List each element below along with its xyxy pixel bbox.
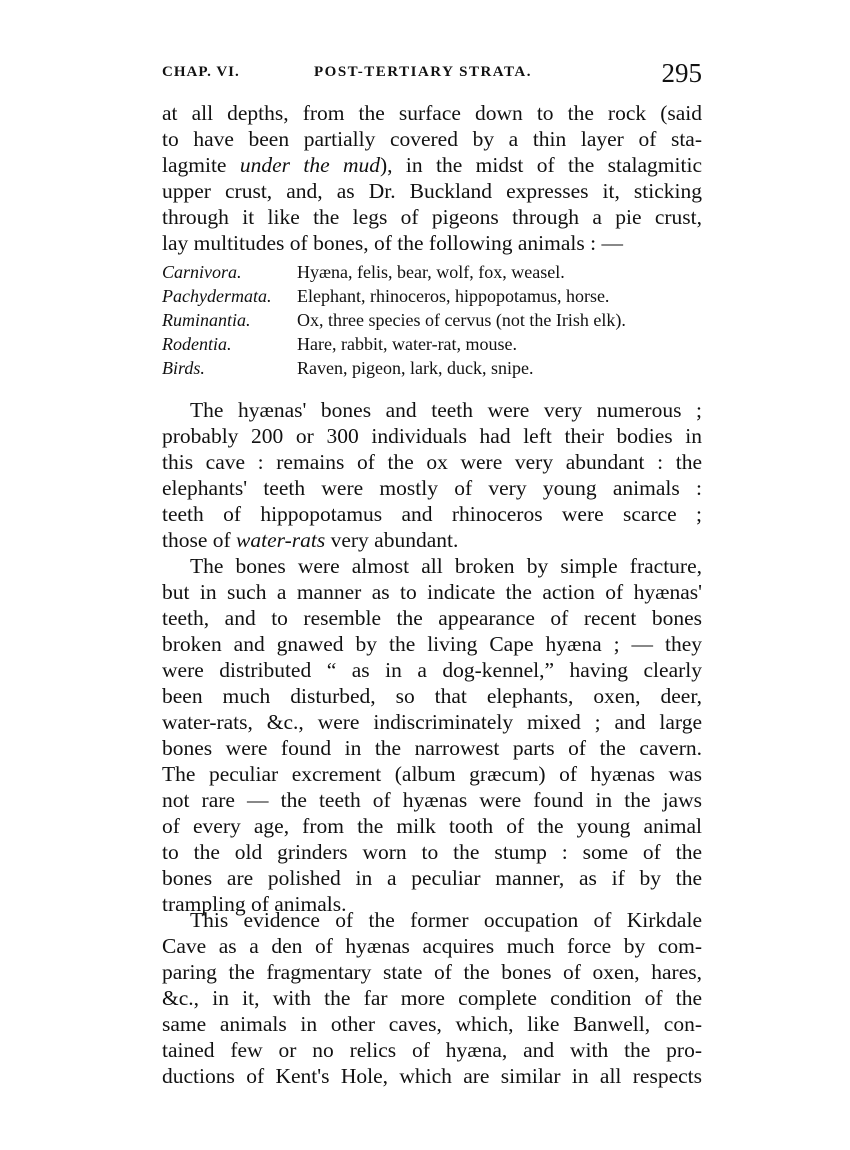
text-line: &c., in it, with the far more complete condition of the xyxy=(162,986,702,1010)
group-name: Ruminantia. xyxy=(162,310,251,330)
animal-list: Ox, three species of cervus (not the Irish elk). xyxy=(297,310,626,330)
page-number: 295 xyxy=(661,58,702,88)
animal-list: Hyæna, felis, bear, wolf, fox, weasel. xyxy=(297,262,565,282)
text-line: Cave as a den of hyænas acquires much force by com- xyxy=(162,934,702,958)
text-line: probably 200 or 300 individuals had left their bodies in xyxy=(162,424,702,448)
table-row xyxy=(162,356,707,380)
text-line: to have been partially covered by a thin layer of sta- xyxy=(162,127,702,151)
group-name: Pachydermata. xyxy=(162,286,272,306)
table-row xyxy=(162,308,707,332)
text-line: but in such a manner as to indicate the action of hyænas' xyxy=(162,580,702,604)
text-line: broken and gnawed by the living Cape hyæna ; — they xyxy=(162,632,702,656)
emphasis: water-rats xyxy=(236,528,326,552)
text-line: of every age, from the milk tooth of the young animal xyxy=(162,814,702,838)
text-line: same animals in other caves, which, like Banwell, con- xyxy=(162,1012,702,1036)
text-line: lagmite under the mud), in the midst of the stalagmitic xyxy=(162,153,702,177)
chapter-label: CHAP. VI. xyxy=(162,64,240,80)
animal-list: Elephant, rhinoceros, hippopotamus, horse. xyxy=(297,286,610,306)
text-line: lay multitudes of bones, of the following animals : — xyxy=(162,231,623,255)
text-line: water-rats, &c., were indiscriminately mixed ; and large xyxy=(162,710,702,734)
paragraph-continuation xyxy=(162,100,702,256)
running-head xyxy=(162,58,702,94)
text-line: teeth, and to resemble the appearance of recent bones xyxy=(162,606,702,630)
group-name: Carnivora. xyxy=(162,262,242,282)
text-line: at all depths, from the surface down to the rock (said xyxy=(162,101,702,125)
paragraph xyxy=(162,397,702,553)
text-line: tained few or no relics of hyæna, and with the pro- xyxy=(162,1038,702,1062)
text-line: This evidence of the former occupation of Kirkdale xyxy=(190,908,702,932)
text-line: to the old grinders worn to the stump : some of the xyxy=(162,840,702,864)
text-line: not rare — the teeth of hyænas were found in the jaws xyxy=(162,788,702,812)
text-line: trampling of animals. xyxy=(162,892,347,916)
text-line: elephants' teeth were mostly of very young animals : xyxy=(162,476,702,500)
text-line: this cave : remains of the ox were very abundant : the xyxy=(162,450,702,474)
group-name: Birds. xyxy=(162,358,205,378)
text-line: upper crust, and, as Dr. Buckland expresses it, sticking xyxy=(162,179,702,203)
text-line: ductions of Kent's Hole, which are similar in all respects xyxy=(162,1064,702,1088)
running-title: POST-TERTIARY STRATA. xyxy=(314,64,532,80)
text-line: those of water-rats very abundant. xyxy=(162,528,459,552)
text-line: been much disturbed, so that elephants, oxen, deer, xyxy=(162,684,702,708)
emphasis: under the mud xyxy=(239,153,381,177)
text-line: bones were found in the narrowest parts of the cavern. xyxy=(162,736,702,760)
text-line: The bones were almost all broken by simple fracture, xyxy=(190,554,702,578)
animal-table xyxy=(162,260,707,380)
text-line: were distributed “ as in a dog-kennel,” having clearly xyxy=(162,658,702,682)
table-row xyxy=(162,284,707,308)
text-line: paring the fragmentary state of the bones of oxen, hares, xyxy=(162,960,702,984)
text-line: teeth of hippopotamus and rhinoceros were scarce ; xyxy=(162,502,702,526)
animal-list: Hare, rabbit, water-rat, mouse. xyxy=(297,334,518,354)
text-line: The hyænas' bones and teeth were very numerous ; xyxy=(190,398,702,422)
table-row xyxy=(162,332,707,356)
table-row xyxy=(162,260,707,284)
text-line: through it like the legs of pigeons through a pie crust, xyxy=(162,205,702,229)
paragraph xyxy=(162,907,702,1089)
text-line: The peculiar excrement (album græcum) of hyænas was xyxy=(162,762,702,786)
text-line: bones are polished in a peculiar manner, as if by the xyxy=(162,866,702,890)
paragraph xyxy=(162,553,702,917)
animal-list: Raven, pigeon, lark, duck, snipe. xyxy=(297,358,534,378)
group-name: Rodentia. xyxy=(162,334,232,354)
